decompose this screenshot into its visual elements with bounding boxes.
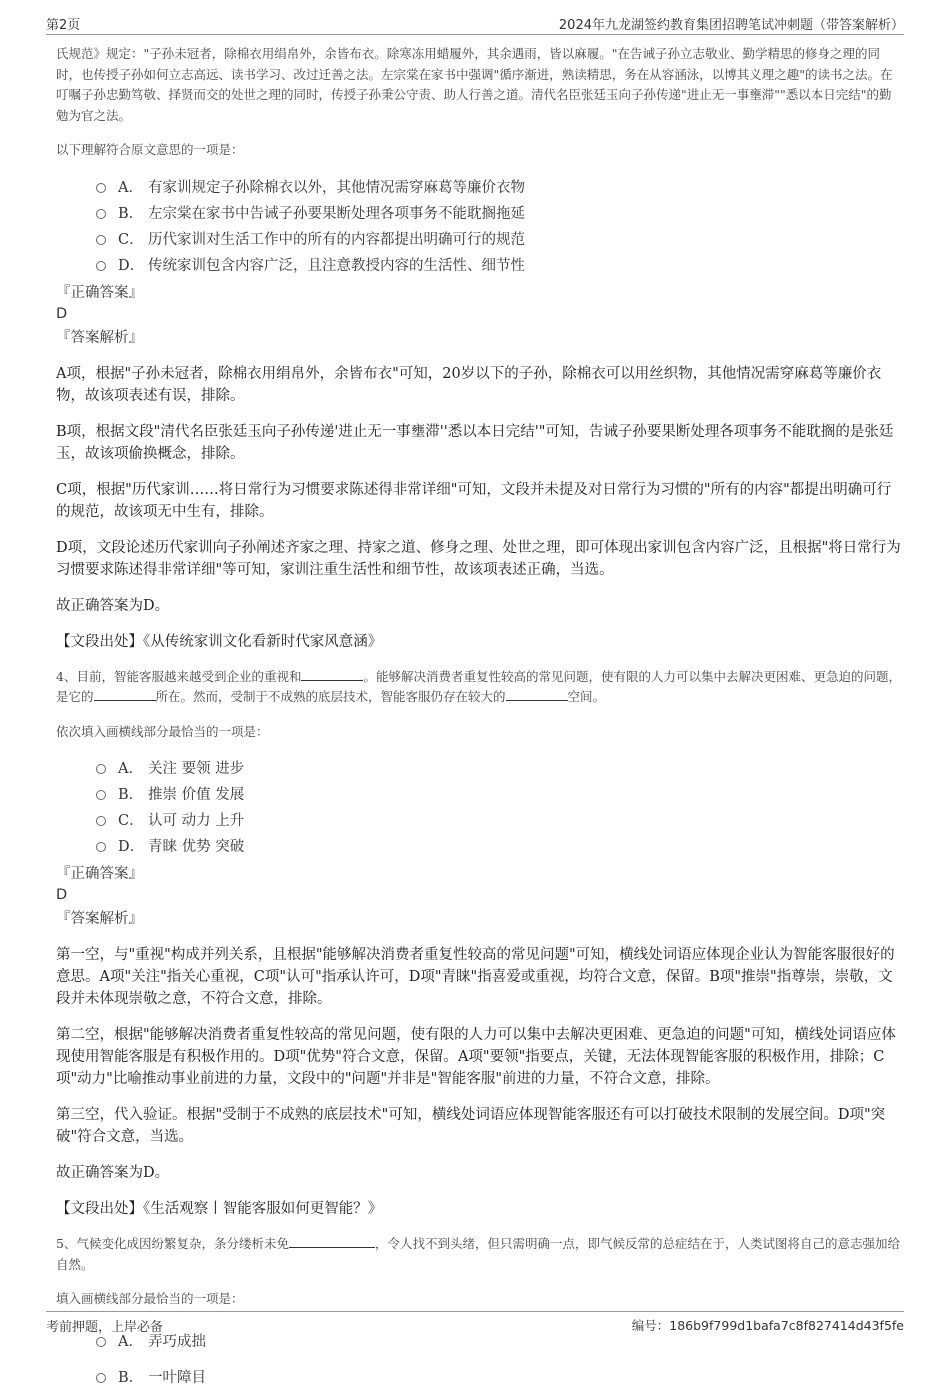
page-header: [46, 8, 904, 35]
q3-analysis-b: B项，根据文段"清代名臣张廷玉向子孙传递'进止无一事壅滞''悉以本日完结'"可知，告诫子孙要果断处理各项事务不能耽搁的是张廷玉，故该项偷换概念，排除。: [56, 423, 894, 462]
q4-correct-answer: D: [56, 887, 68, 903]
page-number: 第2页: [46, 18, 81, 33]
radio-icon[interactable]: [96, 764, 106, 774]
q4-correct-label: 『正确答案』: [56, 866, 143, 882]
q4-option-d[interactable]: D． 青睐 优势 突破: [96, 834, 901, 860]
q5-text: 5、气候变化成因纷繁复杂，条分缕析未免 ，令人找不到头绪，但只需明确一点，即气候反常的总症结在于，人类试图将自己的意志强加给自然。: [56, 1236, 900, 1272]
q5-option-a[interactable]: A． 弄巧成拙: [96, 1324, 901, 1360]
q5-prompt: 填入画横线部分最恰当的一项是：: [56, 1291, 244, 1306]
q4-prompt: 依次填入画横线部分最恰当的一项是：: [56, 723, 269, 739]
q3-options: [96, 175, 901, 279]
q3-option-d[interactable]: D． 传统家训包含内容广泛，且注意教授内容的生活性、细节性: [96, 253, 901, 279]
radio-icon[interactable]: [96, 842, 106, 852]
q4-option-a[interactable]: A． 关注 要领 进步: [96, 756, 901, 782]
radio-icon[interactable]: [96, 1373, 106, 1383]
q3-option-c[interactable]: C． 历代家训对生活工作中的所有的内容都提出明确可行的规范: [96, 227, 901, 253]
q4-analysis-3: 第三空，代入验证。根据"受制于不成熟的底层技术"可知，横线处词语应体现智能客服还有可以打破技术限制的发展空间。D项"突破"符合文意，当选。: [56, 1107, 886, 1145]
radio-icon[interactable]: [96, 816, 106, 826]
radio-icon[interactable]: [96, 209, 106, 219]
q4-blank-1: [301, 668, 363, 681]
q3-analysis-label: 『答案解析』: [56, 329, 143, 346]
q3-analysis-a: A项，根据"子孙未冠者，除棉衣用绢帛外，余皆布衣"可知，20岁以下的子孙，除棉衣可以用丝织物，其他情况需穿麻葛等廉价衣物，故该项表述有误，排除。: [56, 365, 882, 404]
page-content: [56, 38, 901, 1396]
q4-blank-3: [506, 688, 568, 701]
q3-analysis-c: C项，根据"历代家训……将日常行为习惯要求陈述得非常详细"可知，文段并未提及对日常行为习惯的"所有的内容"都提出明确可行的规范，故该项无中生有，排除。: [56, 481, 892, 520]
q4-option-c[interactable]: C． 认可 动力 上升: [96, 808, 901, 834]
radio-icon[interactable]: [96, 183, 106, 193]
q4-text: 4、目前，智能客服越来越受到企业的重视和 。能够解决消费者重复性较高的常见问题，使有限的人力可以集中去解决更困难、更急迫的问题，是它的 所在。然而，受制于不成熟的底层技术，智能客服仍存在较大的 空间。: [56, 668, 901, 704]
q3-option-b[interactable]: B． 左宗棠在家书中告诫子孙要果断处理各项事务不能耽搁拖延: [96, 201, 901, 227]
q3-analysis-d: D项，文段论述历代家训向子孙阐述齐家之理、持家之道、修身之理、处世之理，即可体现出家训包含内容广泛，且根据"将日常行为习惯要求陈述得非常详细"等可知，家训注重生活性和细节性，故该项表述正确，当选。: [56, 539, 901, 578]
intro-paragraph: 氏规范》规定："子孙未冠者，除棉衣用绢帛外，余皆布衣。除寒冻用蜡履外，其余遇雨，皆以麻履。"在告诫子孙立志敬业、勤学精思的修身之理的同时，也传授子孙如何立志高远、读书学习、改过迁善之法。左宗棠在家书中强调"循序渐进，熟读精思，务在从容涵泳，以博其义理之趣"的读书之法。在叮嘱子孙忠勤笃敬、择贤而交的处世之理的同时，传授子孙秉公守责、助人行善之道。清代名臣张廷玉向子孙传递"进止无一事壅滞""悉以本日完结"的勤勉为官之法。: [56, 46, 893, 123]
page-footer: [46, 1311, 904, 1334]
q4-option-b[interactable]: B． 推崇 价值 发展: [96, 782, 901, 808]
q3-source: 【文段出处】《从传统家训文化看新时代家风意涵》: [56, 633, 383, 650]
q3-correct-label: 『正确答案』: [56, 284, 143, 301]
q5-options: [96, 1324, 901, 1396]
q3-conclusion: 故正确答案为D。: [56, 597, 170, 614]
q4-analysis-2: 第二空，根据"能够解决消费者重复性较高的常见问题，使有限的人力可以集中去解决更困难、更急迫的问题"可知，横线处词语应体现使用智能客服是有积极作用的。D项"优势"符合文意，保留。A项"要领"指要点，关键，无法体现智能客服的积极作用，排除；C项"动力"比喻推动事业前进的力量，文段中的"问题"并非是"智能客服"前进的力量，不符合文意，排除。: [56, 1027, 896, 1087]
q4-analysis-1: 第一空，与"重视"构成并列关系，且根据"能够解决消费者重复性较高的常见问题"可知，横线处词语应体现企业认为智能客服很好的意思。A项"关注"指关心重视，C项"认可"指承认许可，D项"青睐"指喜爱或重视，均符合文意，保留。B项"推崇"指尊崇，崇敬，文段并未体现崇敬之意，不符合文意，排除。: [56, 947, 895, 1007]
radio-icon[interactable]: [96, 790, 106, 800]
q4-blank-2: [94, 688, 156, 701]
q4-source: 【文段出处】《生活观察丨智能客服如何更智能？》: [56, 1201, 383, 1217]
q4-conclusion: 故正确答案为D。: [56, 1165, 170, 1181]
footer-code: 编号：186b9f799d1bafa7c8f827414d43f5fe: [631, 1318, 904, 1333]
q5-option-b[interactable]: B． 一叶障目: [96, 1360, 901, 1396]
radio-icon[interactable]: [96, 261, 106, 271]
document-title: 2024年九龙湖签约教育集团招聘笔试冲刺题（带答案解析）: [558, 18, 904, 33]
footer-slogan: 考前押题，上岸必备: [46, 1320, 164, 1335]
q3-correct-answer: D: [56, 305, 68, 322]
q5-blank: [289, 1235, 375, 1248]
q3-option-a[interactable]: A． 有家训规定子孙除棉衣以外，其他情况需穿麻葛等廉价衣物: [96, 175, 901, 201]
radio-icon[interactable]: [96, 1337, 106, 1347]
q4-analysis-label: 『答案解析』: [56, 911, 143, 927]
radio-icon[interactable]: [96, 235, 106, 245]
q4-options: [96, 756, 901, 860]
q3-prompt: 以下理解符合原文意思的一项是：: [56, 142, 244, 157]
